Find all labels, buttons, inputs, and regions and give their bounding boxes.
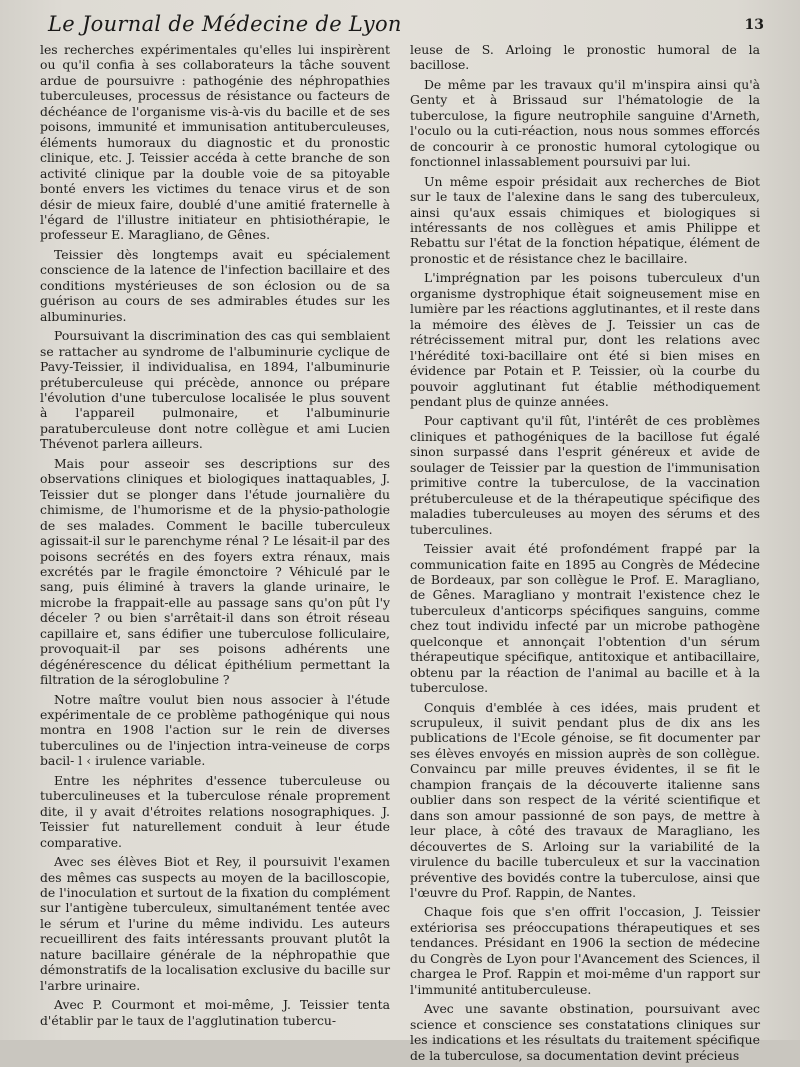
text-columns <box>40 42 770 1067</box>
paragraph: Avec ses élèves Biot et Rey, il poursuivit l'examen des mêmes cas suspects au moyen de la bacilloscopie, de l'inoculation et surtout de la fixation du complément sur l'antigène tuberculeux, simultanément tentée avec le sérum et l'urine du même individu. Les auteurs recueillirent des faits intéressants prouvant plutôt la nature bacillaire générale de la néphropathie que démonstratifs de la localisation exclusive du bacille sur l'arbre urinaire. <box>40 854 390 993</box>
paragraph: Avec P. Courmont et moi-même, J. Teissier tenta d'établir par le taux de l'agglutination tubercu- <box>40 997 390 1028</box>
paragraph: Teissier avait été profondément frappé par la communication faite en 1895 au Congrès de Médecine de Bordeaux, par son collègue le Prof. E. Maragliano, de Gênes. Maragliano y montrait l'existence chez le tuberculeux d'anticorps spécifiques sanguins, comme chez tout individu infecté par un microbe pathogène quelconque et annonçait l'obtention d'un sérum thérapeutique spécifique, antitoxique et antibacillaire, obtenu par la réaction de l'animal au bacille et à la tuberculose. <box>410 541 760 696</box>
journal-title: Le Journal de Médecine de Lyon <box>48 12 402 36</box>
page-header <box>40 12 770 40</box>
right-column <box>404 42 760 1067</box>
paragraph: De même par les travaux qu'il m'inspira ainsi qu'à Genty et à Brissaud sur l'hématologie de la tuberculose, la figure neutrophile sanguine d'Arneth, l'oculo ou la cuti-réaction, nous nous sommes efforcés de concourir à ce pronostic humoral cytologique ou fonctionnel inlassablement poursuivi par lui. <box>410 76 760 170</box>
paragraph: Mais pour asseoir ses descriptions sur des observations cliniques et biologiques inattaquables, J. Teissier dut se plonger dans l'étude journalière du chimisme, de l'humorisme et de la physio-pathologie de ses malades. Comment le bacille tuberculeux agissait-il sur le parenchyme rénal ? Le lésait-il par des poisons secrétés en des foyers extra rénaux, mais excrétés par le fragile émonctoire ? Véhiculé par le sang, puis éliminé à travers la glande urinaire, le microbe la frappait-elle au passage sans qu'on pût l'y déceler ? ou bien s'arrêtait-il dans son étroit réseau capillaire et, sans édifier une tuberculose folliculaire, provoquait-il par ses poisons adhérents une dégénérescence du délicat épithélium permettant la filtration de la séroglobuline ? <box>40 455 390 688</box>
paragraph: L'imprégnation par les poisons tuberculeux d'un organisme dystrophique était soigneusement mise en lumière par les réactions agglutinantes, et il reste dans la mémoire des élèves de J. Teissier un cas de rétrécissement mitral pur, dont les relations avec l'hérédité toxi-bacillaire ont été si bien mises en évidence par Potain et P. Teissier, où la courbe du pouvoir agglutinant fut établie méthodiquement pendant plus de quinze années. <box>410 270 760 409</box>
paragraph: Teissier dès longtemps avait eu spécialement conscience de la latence de l'infection bacillaire et des conditions mystérieuses de son éclosion ou de sa guérison au cours de ses admirables études sur les albuminuries. <box>40 246 390 324</box>
left-column <box>40 42 404 1067</box>
paragraph: Poursuivant la discrimination des cas qui semblaient se rattacher au syndrome de l'albuminurie cyclique de Pavy-Teissier, il individualisa, en 1894, l'albuminurie prétuberculeuse qui précède, annonce ou prépare l'évolution d'une tuberculose localisée le plus souvent à l'appareil pulmonaire, et l'albuminurie paratuberculeuse dont notre collègue et ami Lucien Thévenot parlera ailleurs. <box>40 328 390 452</box>
paragraph: Chaque fois que s'en offrit l'occasion, J. Teissier extériorisa ses préoccupations thérapeutiques et ses tendances. Présidant en 1906 la section de médecine du Congrès de Lyon pour l'Avancement des Sciences, il chargea le Prof. Rappin et moi-même d'un rapport sur l'immunité antituberculeuse. <box>410 904 760 997</box>
paragraph: leuse de S. Arloing le pronostic humoral de la bacillose. <box>410 42 760 73</box>
paragraph: Conquis d'emblée à ces idées, mais prudent et scrupuleux, il suivit pendant plus de dix ans les publications de l'Ecole génoise, se fit documenter par ses élèves envoyés en mission auprès de son collègue. Convaincu par mille preuves évidentes, il se fit le champion français de la découverte italienne sans oublier dans son respect de la vérité scientifique et dans son amour passionné de son pays, de mettre à leur place, à côté des travaux de Maragliano, les découvertes de S. Arloing sur la variabilité de la virulence du bacille tuberculeux et sur la vaccination préventive des bovidés contre la tuberculose, ainsi que l'œuvre du Prof. Rappin, de Nantes. <box>410 699 760 901</box>
paragraph: Entre les néphrites d'essence tuberculeuse ou tuberculineuses et la tuberculose rénale proprement dite, il y avait d'étroites relations nosographiques. J. Teissier fut naturellement conduit à leur étude comparative. <box>40 772 390 850</box>
paragraph: Pour captivant qu'il fût, l'intérêt de ces problèmes cliniques et pathogéniques de la bacillose fut égalé sinon surpassé dans l'esprit généreux et avide de soulager de Teissier par la question de l'immunisation primitive contre la tuberculose, de la vaccination prétuberculeuse et de la thérapeutique spécifique des maladies tuberculeuses au moyen des sérums et des tuberculines. <box>410 413 760 537</box>
paragraph: Avec une savante obstination, poursuivant avec science et conscience ses constatations cliniques sur les indications et les résultats du traitement spécifique de la tuberculose, sa documentation devint précieus <box>410 1001 760 1063</box>
paragraph: les recherches expérimentales qu'elles lui inspirèrent ou qu'il confia à ses collaborateurs la tâche souvent ardue de poursuivre : pathogénie des néphropathies tuberculeuses, processus de résistance ou facteurs de déchéance de l'organisme vis-à-vis du bacille et de ses poisons, immunité et immunisation antituberculeuses, éléments humoraux du diagnostic et du pronostic clinique, etc. J. Teissier accéda à cette branche de son activité clinique par la double voie de sa pitoyable bonté envers les victimes du tenace virus et de son désir de mieux faire, doublé d'une amitié fraternelle à l'égard de l'illustre initiateur en phtisiothérapie, le professeur E. Maragliano, de Gênes. <box>40 42 390 243</box>
paragraph: Un même espoir présidait aux recherches de Biot sur le taux de l'alexine dans le sang des tuberculeux, ainsi qu'aux essais chimiques et biologiques si intéressants de nos collègues et amis Philippe et Rebattu sur l'état de la fonction hépatique, élément de pronostic et de résistance chez le bacillaire. <box>410 173 760 266</box>
page-number: 13 <box>744 17 764 33</box>
paragraph: Notre maître voulut bien nous associer à l'étude expérimentale de ce problème pathogénique qui nous montra en 1908 l'action sur le rein de diverses tuberculines ou de l'injection intra-veineuse de corps bacil- l ‹ irulence variable. <box>40 691 390 769</box>
